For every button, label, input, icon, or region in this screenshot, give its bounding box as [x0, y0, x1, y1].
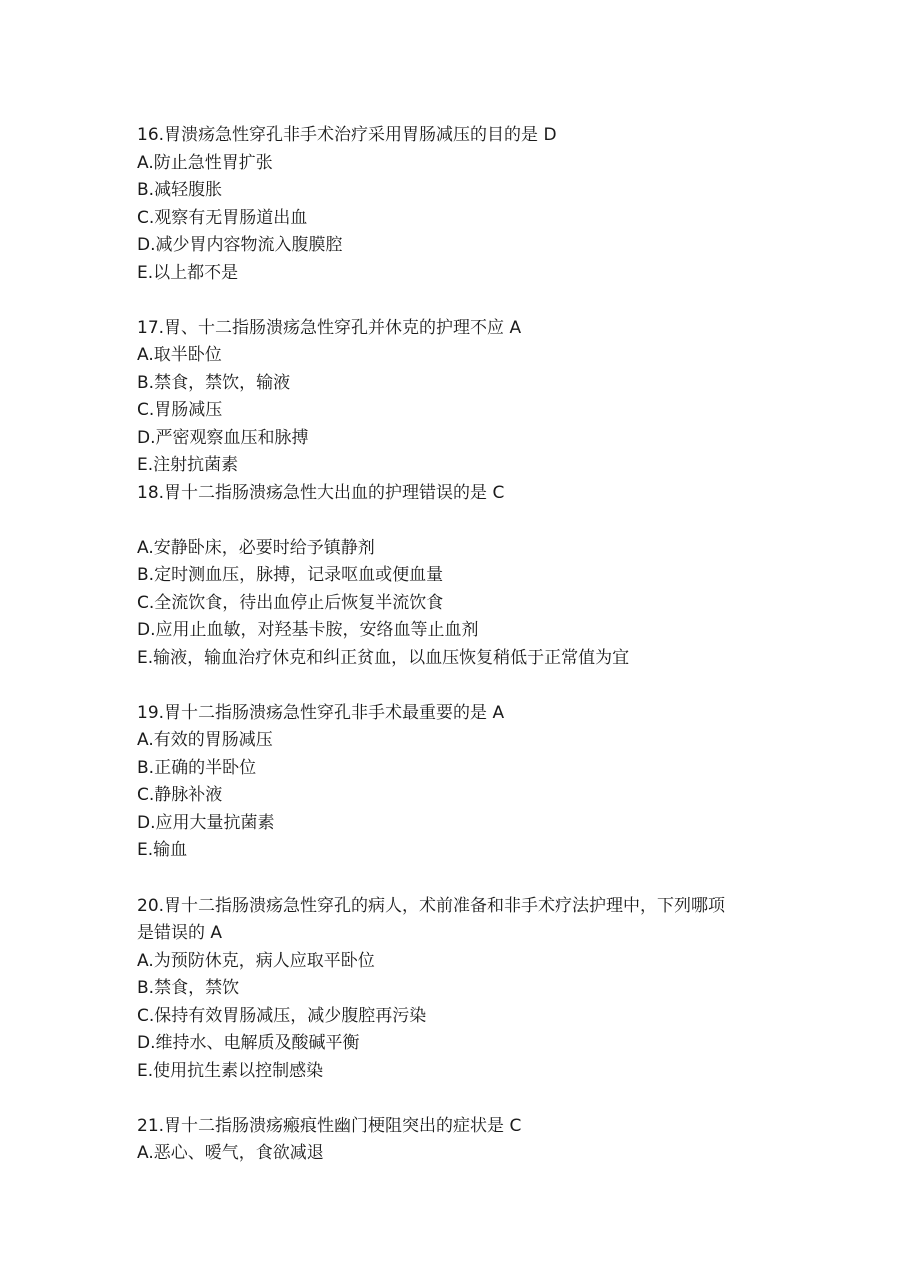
- question-20-option-a: A.为预防休克，病人应取平卧位: [137, 951, 375, 971]
- question-17-option-a: A.取半卧位: [137, 345, 222, 365]
- question-18-option-b: B.定时测血压，脉搏，记录呕血或便血量: [137, 565, 444, 585]
- question-18-option-a: A.安静卧床，必要时给予镇静剂: [137, 538, 375, 558]
- question-16-option-b: B.减轻腹胀: [137, 180, 223, 200]
- question-17-option-e: E.注射抗菌素: [137, 455, 239, 475]
- question-20-option-d: D.维持水、电解质及酸碱平衡: [137, 1033, 360, 1053]
- question-19-stem: 19.胃十二指肠溃疡急性穿孔非手术最重要的是 A: [137, 703, 505, 723]
- question-19-option-a: A.有效的胃肠减压: [137, 730, 273, 750]
- question-16-option-c: C.观察有无胃肠道出血: [137, 208, 308, 228]
- question-20-stem-line-2: 是错误的 A: [137, 923, 223, 943]
- question-18-option-d: D.应用止血敏，对羟基卡胺，安络血等止血剂: [137, 620, 479, 640]
- question-19-option-d: D.应用大量抗菌素: [137, 813, 275, 833]
- question-18-stem: 18.胃十二指肠溃疡急性大出血的护理错误的是 C: [137, 483, 505, 503]
- question-16-option-e: E.以上都不是: [137, 263, 239, 283]
- question-17-option-b: B.禁食，禁饮，输液: [137, 373, 291, 393]
- question-16-option-d: D.减少胃内容物流入腹膜腔: [137, 235, 343, 255]
- question-17-option-c: C.胃肠减压: [137, 400, 223, 420]
- question-18-option-e: E.输液，输血治疗休克和纠正贫血，以血压恢复稍低于正常值为宜: [137, 648, 630, 668]
- question-19-option-e: E.输血: [137, 840, 188, 860]
- question-16-option-a: A.防止急性胃扩张: [137, 153, 273, 173]
- question-16-stem: 16.胃溃疡急性穿孔非手术治疗采用胃肠减压的目的是 D: [137, 125, 557, 145]
- question-17-stem: 17.胃、十二指肠溃疡急性穿孔并休克的护理不应 A: [137, 318, 522, 338]
- question-21-stem: 21.胃十二指肠溃疡瘢痕性幽门梗阻突出的症状是 C: [137, 1116, 522, 1136]
- question-19-option-b: B.正确的半卧位: [137, 758, 257, 778]
- question-18-option-c: C.全流饮食，待出血停止后恢复半流饮食: [137, 593, 444, 613]
- question-20-stem-line-1: 20.胃十二指肠溃疡急性穿孔的病人，术前准备和非手术疗法护理中，下列哪项: [137, 896, 726, 916]
- question-19-option-c: C.静脉补液: [137, 785, 223, 805]
- question-20-option-c: C.保持有效胃肠减压，减少腹腔再污染: [137, 1006, 427, 1026]
- question-20-option-b: B.禁食，禁饮: [137, 978, 240, 998]
- question-20-option-e: E.使用抗生素以控制感染: [137, 1061, 324, 1081]
- question-17-option-d: D.严密观察血压和脉搏: [137, 428, 309, 448]
- question-21-option-a: A.恶心、嗳气，食欲减退: [137, 1143, 324, 1163]
